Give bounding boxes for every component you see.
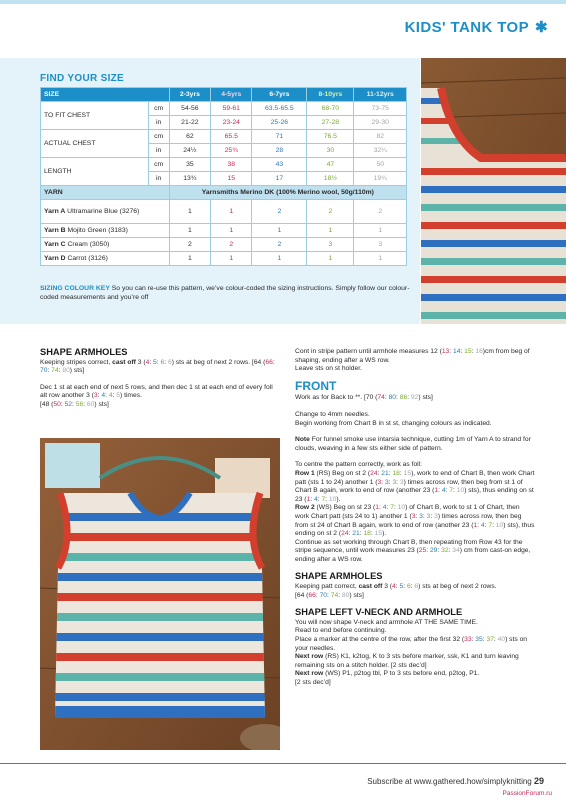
find-your-size-heading: FIND YOUR SIZE (40, 73, 125, 84)
table-cell: 27-28 (307, 116, 354, 130)
table-cell: 25¾ (211, 144, 252, 158)
yarn-c-label: Yarn C Cream (3050) (41, 238, 170, 252)
table-cell: 19¾ (354, 172, 407, 186)
actual-chest-label: ACTUAL CHEST (41, 130, 149, 158)
yarn-b-label: Yarn B Mojito Green (3183) (41, 224, 170, 238)
table-cell: 3 (307, 238, 354, 252)
table-cell: 54-56 (169, 102, 210, 116)
header-title: KIDS' TANK TOP (404, 19, 530, 36)
table-cell: 82 (354, 130, 407, 144)
table-cell: 1 (211, 200, 252, 224)
table-cell: 59-61 (211, 102, 252, 116)
table-cell: 50 (354, 158, 407, 172)
table-cell: 29-30 (354, 116, 407, 130)
table-cell: 15 (211, 172, 252, 186)
table-cell: 1 (354, 224, 407, 238)
unit-cm: cm (148, 102, 169, 116)
table-row (41, 102, 407, 116)
front-para-2: Change to 4mm needles. Begin working from Chart B in st st, changing colours as indicated. (295, 410, 492, 427)
yarn-row (41, 252, 407, 266)
table-cell: 24½ (169, 144, 210, 158)
front-armholes-para: Keeping patt correct, cast off 3 (4: 5: 6: 6) sts at beg of next 2 rows. [64 (66: 70: 74: 80) sts] (295, 583, 497, 599)
size-header-row (41, 88, 407, 102)
table-cell: 2 (307, 200, 354, 224)
table-cell: 43 (252, 158, 307, 172)
yarn-row (41, 200, 407, 224)
table-cell: 1 (169, 224, 210, 238)
footer-rule (0, 763, 566, 764)
table-cell: 1 (307, 252, 354, 266)
table-cell: 1 (252, 224, 307, 238)
armholes-para-2: Dec 1 st at each end of next 5 rows, and then dec 1 st at each end of every foll alt row another 3 (3: 4: 4: 5) times. [48 (50: 52: 56: 60) sts] (40, 383, 273, 408)
yarn-d-label: Yarn D Carrot (3126) (41, 252, 170, 266)
table-cell: 18½ (307, 172, 354, 186)
table-cell: 17 (252, 172, 307, 186)
yarn-row (41, 238, 407, 252)
table-row (41, 158, 407, 172)
front-para-1: Work as for Back to **. [70 (74: 80: 86: 92) sts] (295, 394, 433, 402)
snowflake-icon: ✱ (535, 19, 548, 36)
yarn-label: YARN (41, 186, 170, 200)
unit-in: in (148, 172, 169, 186)
size-4-5: 4-5yrs (211, 88, 252, 102)
table-cell: 32¼ (354, 144, 407, 158)
size-2-3: 2-3yrs (169, 88, 210, 102)
yarn-description: Yarnsmiths Merino DK (100% Merino wool, 50g/110m) (169, 186, 406, 200)
to-fit-chest-label: TO FIT CHEST (41, 102, 149, 130)
size-col-header: SIZE (41, 88, 170, 102)
table-cell: 65.5 (211, 130, 252, 144)
armholes-para-1: Keeping stripes correct, cast off 3 (4: 5: 6: 6) sts at beg of next 2 rows. [64 (66: 70: 74: 80) sts] (40, 358, 275, 375)
page-header (405, 18, 548, 36)
size-table (40, 87, 407, 266)
unit-in: in (148, 116, 169, 130)
v-neck-heading: SHAPE LEFT V-NECK AND ARMHOLE (295, 607, 463, 618)
unit-cm: cm (148, 158, 169, 172)
size-6-7: 6-7yrs (252, 88, 307, 102)
right-column (295, 348, 535, 696)
table-cell: 28 (252, 144, 307, 158)
table-cell: 71 (252, 130, 307, 144)
size-8-10: 8-10yrs (307, 88, 354, 102)
table-cell: 30 (307, 144, 354, 158)
table-cell: 35 (169, 158, 210, 172)
table-cell: 2 (169, 238, 210, 252)
page-number: 29 (533, 776, 544, 786)
v-neck-para: You will now shape V-neck and armhole AT THE SAME TIME. Read to end before continuing. Place a marker at the centre of the row, after the first 32 (33: 35: 37: 40) sts on your needles. Next row (RS) K1, k2tog, K to 3 sts before marker, ssk, K1 and turn leaving remaining sts on a stitch holder. [2 sts dec’d] Next row (WS) P1, p2tog tbl, P to 3 sts before end, p2tog, P1. [2 sts dec’d] (295, 618, 528, 686)
unit-cm: cm (148, 130, 169, 144)
front-shape-armholes-heading: SHAPE ARMHOLES (295, 571, 383, 582)
unit-in: in (148, 144, 169, 158)
footer (367, 776, 544, 786)
note-para: Note For funnel smoke use intarsia technique, cutting 1m of Yarn A to strand for clouds, weaving in a few sts either side of pattern. (295, 436, 531, 452)
key-label: SIZING COLOUR KEY (40, 285, 110, 292)
table-cell: 76.5 (307, 130, 354, 144)
table-cell: 1 (169, 200, 210, 224)
table-cell: 1 (354, 252, 407, 266)
table-cell: 68-70 (307, 102, 354, 116)
table-cell: 1 (252, 252, 307, 266)
table-cell: 38 (211, 158, 252, 172)
table-cell: 47 (307, 158, 354, 172)
back-cont-para: Cont in stripe pattern until armhole measures 12 (13: 14: 15: 16)cm from beg of shaping, ending after a WS row. Leave sts on st holder. (295, 348, 530, 373)
yarn-a-label: Yarn A Ultramarine Blue (3276) (41, 200, 170, 224)
table-cell: 1 (211, 252, 252, 266)
table-cell: 13¾ (169, 172, 210, 186)
table-cell: 2 (252, 200, 307, 224)
sizing-colour-key (40, 284, 410, 302)
table-cell: 23-24 (211, 116, 252, 130)
length-label: LENGTH (41, 158, 149, 186)
left-column (40, 348, 280, 418)
table-cell: 1 (307, 224, 354, 238)
table-cell: 3 (354, 238, 407, 252)
table-cell: 21-22 (169, 116, 210, 130)
table-cell: 25-26 (252, 116, 307, 130)
front-heading: FRONT (295, 378, 337, 393)
watermark: PassionForum.ru (502, 790, 552, 797)
table-cell: 62 (169, 130, 210, 144)
size-11-12: 11-12yrs (354, 88, 407, 102)
yarn-row (41, 224, 407, 238)
table-cell: 73-75 (354, 102, 407, 116)
table-cell: 2 (252, 238, 307, 252)
table-cell: 2 (354, 200, 407, 224)
footer-subscribe-link[interactable]: Subscribe at www.gathered.how/simplyknitting (367, 777, 532, 786)
table-row (41, 130, 407, 144)
top-band (0, 0, 566, 4)
table-cell: 1 (169, 252, 210, 266)
rows-para: To centre the pattern correctly, work as foll: Row 1 (RS) Beg on st 2 (24: 21: 18: 15), work to end of Chart B, then work Chart patt (sts 1 to 24) another 1 (3: 3: 3: 3) times across row, then beg from st 1 of Chart B again, work to end of row (another 23 (1: 4: 7: 10) sts), thus ending on st 23 (1: 4: 7: 10). Row 2 (WS) Beg on st 23 (1: 4: 7: 10) of Chart B, work to st 1 of Chart, then work Chart patt (sts 24 to 1) another 1 (3: 3: 3: 3) times across row, then beg from st 24 of Chart B again, work to end of row (another 23 (1: 4: 7: 10) sts), thus ending on st 2 (24: 21: 18: 15). Continue as set working through Chart B, then repeating from Row 43 for the stripe sequence, until work measures 23 (25: 29: 32: 34) cm from cast-on edge, ending after a WS row. (295, 461, 535, 563)
table-cell: 63.5-65.5 (252, 102, 307, 116)
table-cell: 1 (211, 224, 252, 238)
tank-top-photo (40, 438, 280, 750)
table-cell: 2 (211, 238, 252, 252)
tank-top-closeup-photo (421, 58, 566, 324)
shape-armholes-heading: SHAPE ARMHOLES (40, 347, 128, 357)
yarn-header-row (41, 186, 407, 200)
key-text: So you can re-use this pattern, we’ve colour-coded the sizing instructions. Simply follow our colour-coded measurements and you’re off (40, 285, 410, 301)
